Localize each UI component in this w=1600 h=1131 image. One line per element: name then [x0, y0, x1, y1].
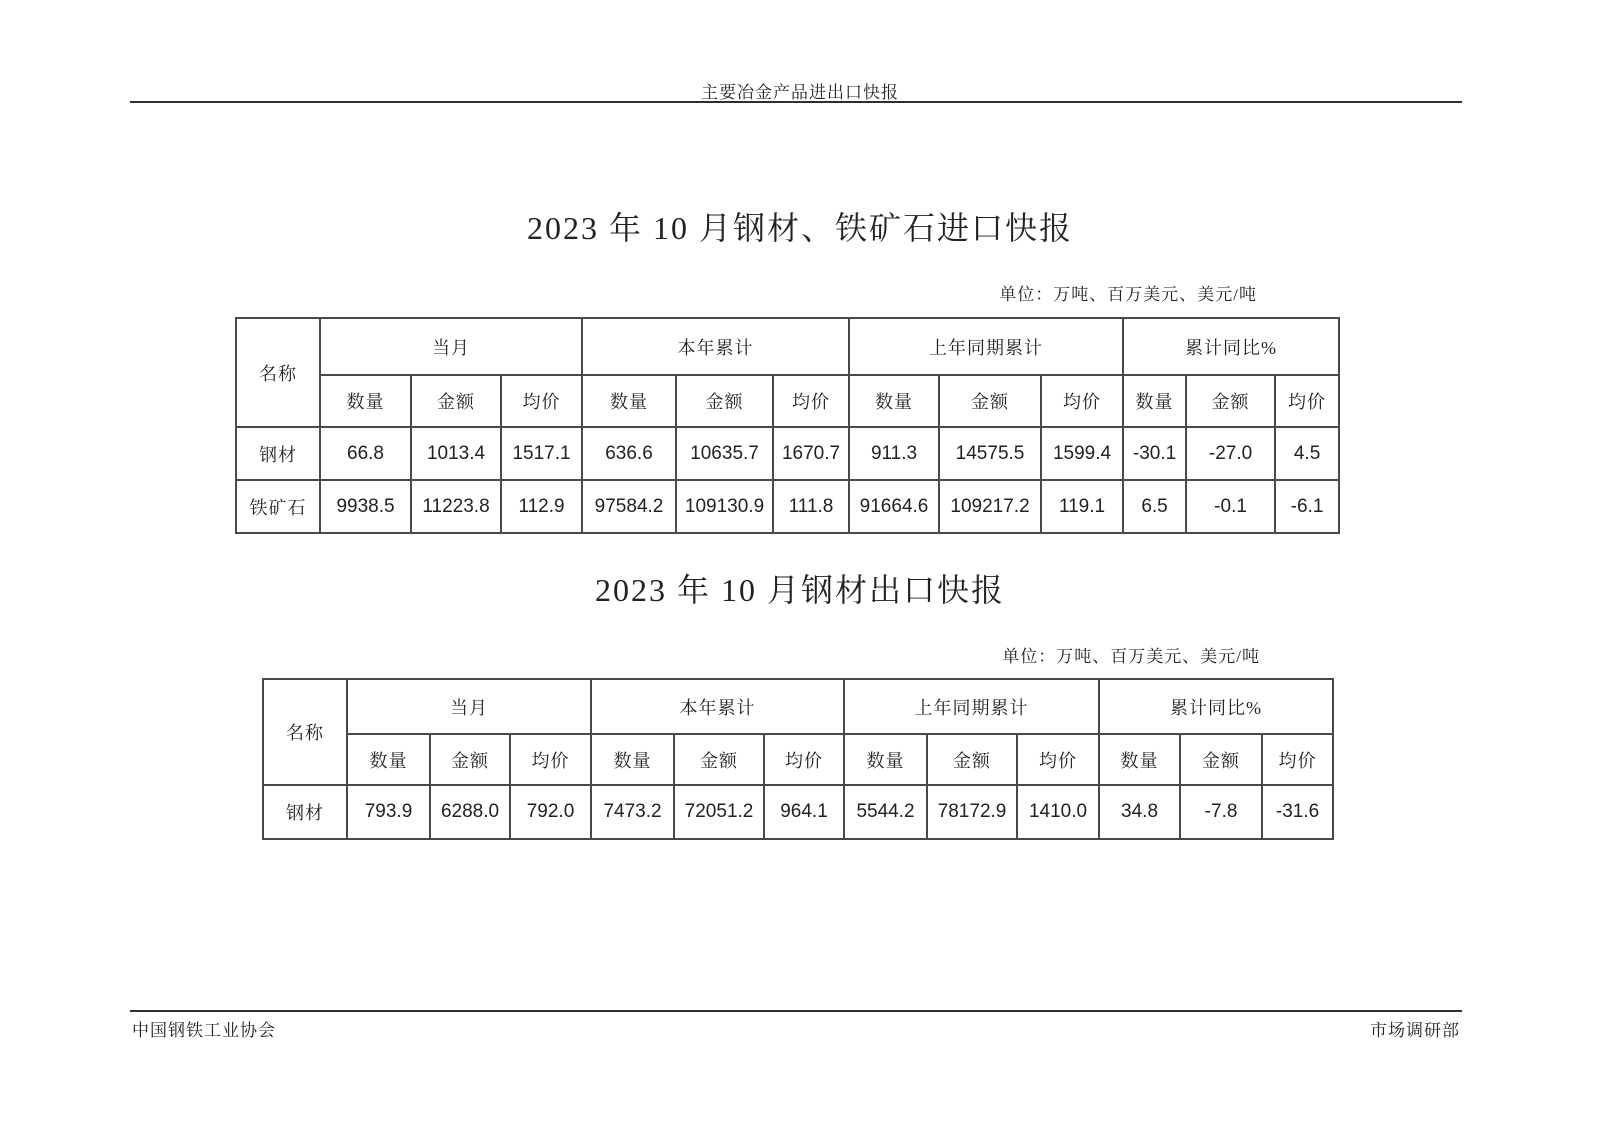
export-subheader-avgprice-2: 均价 [764, 734, 844, 785]
export-subheader-quantity-2: 数量 [591, 734, 674, 785]
import-table [235, 317, 1340, 534]
import-group-yoy-percent: 累计同比% [1123, 318, 1339, 375]
running-header-title: 主要冶金产品进出口快报 [701, 83, 899, 102]
footer-department: 市场调研部 [1370, 1021, 1460, 1040]
import-table-row-iron-ore [236, 480, 1339, 533]
export-steel-value-4: 7473.2 [591, 785, 674, 839]
import-group-prior-year-ytd: 上年同期累计 [849, 318, 1123, 375]
import-row-iron-ore-name: 铁矿石 [236, 480, 320, 533]
export-group-yoy-percent: 累计同比% [1099, 679, 1333, 734]
import-section-title: 2023 年 10 月钢材、铁矿石进口快报 [526, 210, 1073, 246]
export-group-ytd: 本年累计 [591, 679, 844, 734]
footer-rule [130, 1010, 1462, 1012]
import-ore-value-12: -6.1 [1275, 480, 1339, 533]
import-subheader-quantity-2: 数量 [582, 375, 676, 427]
export-table-group-header-row [263, 679, 1333, 734]
import-steel-value-7: 911.3 [849, 427, 939, 480]
export-unit-note: 单位：万吨、百万美元、美元/吨 [1002, 647, 1260, 666]
import-steel-value-3: 1517.1 [501, 427, 582, 480]
export-subheader-quantity-3: 数量 [844, 734, 927, 785]
import-ore-value-8: 109217.2 [939, 480, 1041, 533]
import-subheader-avgprice-1: 均价 [501, 375, 582, 427]
export-steel-value-7: 5544.2 [844, 785, 927, 839]
export-steel-value-10: 34.8 [1099, 785, 1180, 839]
export-steel-value-1: 793.9 [347, 785, 430, 839]
import-group-current-month: 当月 [320, 318, 582, 375]
import-steel-value-5: 10635.7 [676, 427, 773, 480]
import-name-header: 名称 [236, 318, 320, 427]
import-table-sub-header-row [236, 375, 1339, 427]
import-subheader-amount-3: 金额 [939, 375, 1041, 427]
import-steel-value-2: 1013.4 [411, 427, 501, 480]
import-subheader-quantity-1: 数量 [320, 375, 411, 427]
import-subheader-amount-2: 金额 [676, 375, 773, 427]
export-table [262, 678, 1334, 840]
import-ore-value-4: 97584.2 [582, 480, 676, 533]
export-subheader-quantity-1: 数量 [347, 734, 430, 785]
export-steel-value-11: -7.8 [1180, 785, 1262, 839]
import-table-row-steel [236, 427, 1339, 480]
export-subheader-avgprice-4: 均价 [1262, 734, 1333, 785]
import-subheader-quantity-4: 数量 [1123, 375, 1186, 427]
header-rule [130, 101, 1462, 103]
import-table-group-header-row [236, 318, 1339, 375]
export-subheader-avgprice-3: 均价 [1017, 734, 1099, 785]
export-steel-value-3: 792.0 [510, 785, 591, 839]
export-group-prior-year-ytd: 上年同期累计 [844, 679, 1099, 734]
import-ore-value-6: 111.8 [773, 480, 849, 533]
export-group-current-month: 当月 [347, 679, 591, 734]
export-subheader-amount-2: 金额 [674, 734, 764, 785]
export-name-header: 名称 [263, 679, 347, 785]
import-row-steel-name: 钢材 [236, 427, 320, 480]
import-subheader-amount-4: 金额 [1186, 375, 1275, 427]
export-steel-value-8: 78172.9 [927, 785, 1017, 839]
export-subheader-amount-3: 金额 [927, 734, 1017, 785]
import-steel-value-1: 66.8 [320, 427, 411, 480]
export-table-row-steel [263, 785, 1333, 839]
import-steel-value-6: 1670.7 [773, 427, 849, 480]
footer-organization: 中国钢铁工业协会 [132, 1021, 276, 1040]
export-subheader-avgprice-1: 均价 [510, 734, 591, 785]
import-group-ytd: 本年累计 [582, 318, 849, 375]
import-ore-value-10: 6.5 [1123, 480, 1186, 533]
export-subheader-quantity-4: 数量 [1099, 734, 1180, 785]
import-subheader-avgprice-2: 均价 [773, 375, 849, 427]
import-subheader-avgprice-4: 均价 [1275, 375, 1339, 427]
export-table-sub-header-row [263, 734, 1333, 785]
import-ore-value-1: 9938.5 [320, 480, 411, 533]
import-ore-value-3: 112.9 [501, 480, 582, 533]
import-ore-value-9: 119.1 [1041, 480, 1123, 533]
import-subheader-quantity-3: 数量 [849, 375, 939, 427]
import-steel-value-8: 14575.5 [939, 427, 1041, 480]
import-steel-value-9: 1599.4 [1041, 427, 1123, 480]
import-steel-value-11: -27.0 [1186, 427, 1275, 480]
export-subheader-amount-1: 金额 [430, 734, 510, 785]
export-steel-value-2: 6288.0 [430, 785, 510, 839]
import-steel-value-4: 636.6 [582, 427, 676, 480]
export-steel-value-5: 72051.2 [674, 785, 764, 839]
import-ore-value-11: -0.1 [1186, 480, 1275, 533]
export-steel-value-12: -31.6 [1262, 785, 1333, 839]
export-row-steel-name: 钢材 [263, 785, 347, 839]
import-unit-note: 单位：万吨、百万美元、美元/吨 [999, 285, 1257, 304]
import-ore-value-5: 109130.9 [676, 480, 773, 533]
export-section-title: 2023 年 10 月钢材出口快报 [594, 572, 1005, 608]
import-ore-value-2: 11223.8 [411, 480, 501, 533]
export-steel-value-6: 964.1 [764, 785, 844, 839]
export-subheader-amount-4: 金额 [1180, 734, 1262, 785]
export-steel-value-9: 1410.0 [1017, 785, 1099, 839]
import-steel-value-10: -30.1 [1123, 427, 1186, 480]
import-subheader-avgprice-3: 均价 [1041, 375, 1123, 427]
import-subheader-amount-1: 金额 [411, 375, 501, 427]
import-steel-value-12: 4.5 [1275, 427, 1339, 480]
import-ore-value-7: 91664.6 [849, 480, 939, 533]
